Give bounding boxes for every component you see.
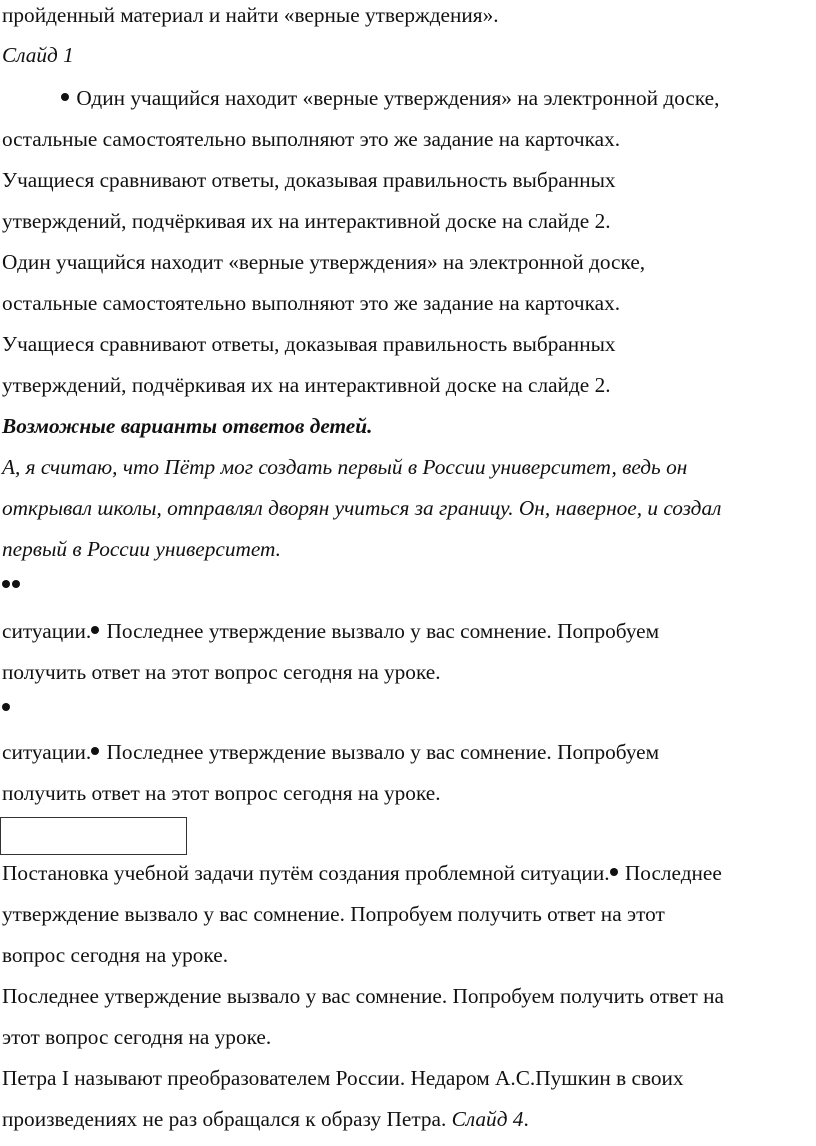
- section-heading: Возможные варианты ответов детей.: [2, 414, 373, 438]
- text-fragment: ситуации.: [2, 619, 92, 643]
- text-fragment: Один учащийся находит «верные утверждения» на электронной доске,: [76, 86, 720, 110]
- bullet-icon: [610, 868, 618, 876]
- text-line: вопрос сегодня на уроке.: [2, 943, 229, 967]
- slide-label: Слайд 1: [2, 43, 74, 67]
- bullet-icon: [2, 703, 10, 711]
- italic-answer-line: открывал школы, отправлял дворян учиться за границу. Он, наверное, и создал: [2, 496, 722, 520]
- text-line: пройденный материал и найти «верные утверждения».: [2, 3, 499, 27]
- slide-reference: Слайд 4: [451, 1107, 524, 1131]
- text-line: Учащиеся сравнивают ответы, доказывая правильность выбранных: [2, 332, 616, 356]
- text-line: Учащиеся сравнивают ответы, доказывая правильность выбранных: [2, 168, 616, 192]
- bullet-paragraph: [61, 85, 719, 111]
- text-fragment: Последнее утверждение вызвало у вас сомнение. Попробуем: [106, 619, 660, 643]
- bullet-icon: [91, 747, 99, 755]
- text-line: [2, 860, 722, 886]
- bullet-row: [2, 572, 22, 598]
- text-fragment: Последнее утверждение вызвало у вас сомнение. Попробуем: [106, 740, 660, 764]
- text-line: Один учащийся находит «верные утверждения» на электронной доске,: [2, 250, 646, 274]
- text-line: остальные самостоятельно выполняют это же задание на карточках.: [2, 291, 621, 315]
- text-line: [2, 739, 659, 765]
- italic-answer-line: первый в России университет.: [2, 537, 282, 561]
- text-line: этот вопрос сегодня на уроке.: [2, 1025, 272, 1049]
- bullet-icon: [12, 580, 20, 588]
- bullet-icon: [61, 93, 69, 101]
- text-line: утверждений, подчёркивая их на интерактивной доске на слайде 2.: [2, 373, 611, 397]
- bullet-row: [2, 695, 12, 721]
- text-fragment: ситуации.: [2, 740, 92, 764]
- text-line: утверждений, подчёркивая их на интерактивной доске на слайде 2.: [2, 209, 611, 233]
- text-fragment: Последнее: [624, 861, 722, 885]
- text-line: утверждение вызвало у вас сомнение. Попробуем получить ответ на этот: [2, 902, 665, 926]
- italic-answer-line: А, я считаю, что Пётр мог создать первый в России университет, ведь он: [2, 455, 688, 479]
- text-line: остальные самостоятельно выполняют это же задание на карточках.: [2, 127, 621, 151]
- text-line: [2, 1106, 529, 1132]
- text-line: получить ответ на этот вопрос сегодня на уроке.: [2, 781, 441, 805]
- empty-frame: [0, 817, 187, 855]
- text-fragment: произведениях не раз обращался к образу Петра.: [2, 1107, 452, 1131]
- text-fragment: .: [523, 1107, 529, 1131]
- text-line: [2, 618, 659, 644]
- text-line: получить ответ на этот вопрос сегодня на уроке.: [2, 660, 441, 684]
- bullet-icon: [2, 580, 10, 588]
- text-line: Последнее утверждение вызвало у вас сомнение. Попробуем получить ответ на: [2, 984, 724, 1008]
- bullet-icon: [91, 626, 99, 634]
- text-fragment: Постановка учебной задачи путём создания проблемной ситуации.: [2, 861, 610, 885]
- text-line: Петра I называют преобразователем России. Недаром А.С.Пушкин в своих: [2, 1066, 684, 1090]
